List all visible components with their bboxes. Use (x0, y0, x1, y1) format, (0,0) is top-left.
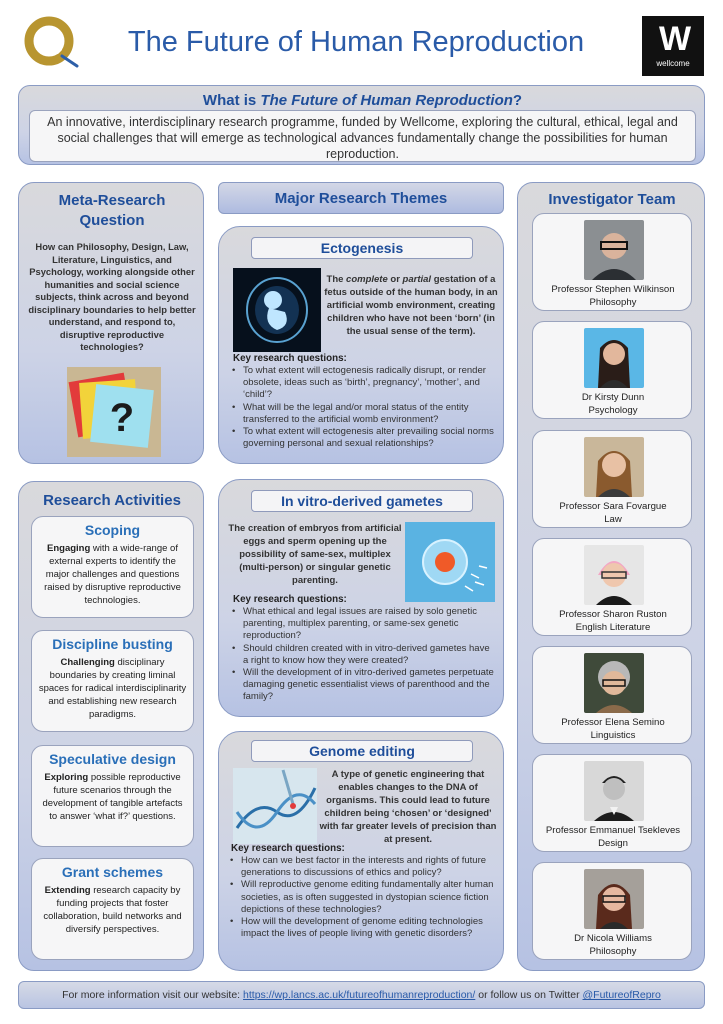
ecto-desc-italic: partial (402, 274, 432, 285)
activity-bold: Exploring (44, 772, 89, 783)
svg-text:?: ? (109, 396, 135, 440)
ectogenesis-questions (231, 365, 497, 450)
member-name: Dr Kirsty Dunn (581, 392, 645, 403)
wellcome-logo (642, 16, 704, 76)
activity-card-speculative-design (31, 745, 194, 847)
team-title: Investigator Team (548, 191, 676, 208)
portrait-photo (584, 328, 644, 388)
activities-title: Research Activities (43, 492, 181, 509)
ivg-title: In vitro-derived gametes (251, 490, 473, 512)
theme-genome-panel (218, 731, 504, 971)
footer-text (19, 989, 704, 1001)
ivg-description: The creation of embryos from artificial eggs and sperm opening up the possibility of same-sex, multiplex (multi-person) or singular genetic parenting. (228, 523, 402, 586)
activity-bold: Engaging (47, 543, 91, 554)
list-item: • Will the development of in vitro-derived gametes perpetuate damaging genetic essentialist views of parenthood and the family? (231, 667, 497, 704)
intro-title-suffix: ? (512, 92, 523, 109)
intro-title-prefix: What is (202, 92, 261, 109)
activity-title: Grant schemes (61, 864, 164, 880)
activity-desc: possible reproductive future scenarios through the development of tangible artefacts to answer ‘what if?’ questions. (42, 772, 183, 822)
activity-desc: disciplinary boundaries by creating liminal spaces for radical interdisciplinarity and establishing new research paradigms. (38, 657, 187, 720)
activity-card-discipline-busting (31, 630, 194, 732)
list-item: • What ethical and legal issues are raised by solo genetic parenting, multiplex parenting, or same-sex genetic reproduction? (231, 606, 497, 643)
member-dept: Philosophy (589, 946, 637, 957)
meta-text: How can Philosophy, Design, Law, Literature, Linguistics, and Psychology, working alongside other humanities and social science subjects, think across and beyond disciplinary boundaries to help better understand, and respond to, disruptive reproductive technologies? (28, 241, 196, 352)
key-questions-label: Key research questions: (233, 594, 347, 605)
wellcome-logo-text: wellcome (656, 59, 690, 68)
activity-desc: with a wide-range of external experts to identify the major challenges and questions raised by disruptive reproductive technologies. (44, 543, 181, 606)
footer-mid: or follow us on Twitter (475, 989, 583, 1001)
activity-card-grant-schemes (31, 858, 194, 960)
member-name: Professor Sara Fovargue (559, 501, 667, 512)
team-member-card (532, 862, 692, 960)
activity-title: Scoping (84, 522, 141, 538)
key-questions-label: Key research questions: (231, 843, 345, 854)
activity-text (32, 538, 193, 607)
genome-description: A type of genetic engineering that enables changes to the DNA of organisms. This could lead to future children being ‘chosen’ or ‘designed’ with far greater levels of precision than at present. (319, 769, 497, 845)
portrait-photo (584, 220, 644, 280)
member-name: Professor Emmanuel Tsekleves (545, 825, 681, 836)
portrait-photo (584, 653, 644, 713)
team-member-card (532, 538, 692, 636)
team-member-card (532, 754, 692, 852)
activity-desc: research capacity by funding projects that foster collaboration, build networks and diversify perspectives. (43, 885, 182, 935)
list-item: • Should children created with in vitro-derived gametes have a right to know how they were created? (231, 643, 497, 667)
footer-prefix: For more information visit our website: (62, 989, 244, 1001)
dna-editing-image (233, 768, 317, 844)
member-name: Professor Elena Semino (561, 717, 665, 728)
intro-text: An innovative, interdisciplinary research programme, funded by Wellcome, exploring the cultural, ethical, legal and social challenges that will emerge as technological advances fundamentally change the possibilities for human reproduction. (47, 115, 678, 161)
question-sticky-notes-image (67, 367, 161, 457)
ectogenesis-description (321, 273, 501, 338)
meta-research-panel (18, 182, 204, 464)
theme-ivg-panel (218, 479, 504, 717)
website-link[interactable]: https://wp.lancs.ac.uk/futureofhumanreproduction/ (243, 989, 476, 1001)
research-activities-panel (18, 481, 204, 971)
ecto-desc-italic: complete (346, 274, 388, 285)
member-name: Professor Stephen Wilkinson (551, 284, 675, 295)
activity-text (32, 767, 193, 823)
intro-title (19, 92, 706, 109)
fetus-artificial-womb-image (233, 268, 321, 352)
themes-header (218, 182, 504, 214)
intro-title-italic: The Future of Human Reproduction (260, 92, 513, 109)
ecto-desc-part: gestation of a fetus outside of the human body, in an artificial womb environment, creating children who have not been ‘born’ (in the usual sense of the term). (324, 274, 498, 337)
list-item: • How can we best factor in the interests and rights of future generations to discussions of ethics and policy? (229, 855, 499, 879)
theme-ectogenesis-panel (218, 226, 504, 464)
activity-bold: Challenging (60, 657, 115, 668)
team-member-card (532, 321, 692, 419)
activity-text (32, 880, 193, 936)
activity-bold: Extending (44, 885, 91, 896)
list-item: • Will reproductive genome editing fundamentally alter human societies, as is often suggested in dystopian science fiction depictions of these technologies? (229, 879, 499, 916)
key-questions-label: Key research questions: (233, 353, 347, 364)
list-item: • To what extent will ectogenesis alter prevailing social norms governing personal and sexual relationships? (231, 426, 497, 450)
member-name: Professor Sharon Ruston (559, 609, 667, 620)
meta-title: Meta-Research Question (58, 192, 166, 229)
egg-and-sperm-image (405, 522, 495, 602)
intro-text-box (29, 110, 696, 162)
ivg-questions (231, 606, 497, 704)
twitter-link[interactable]: @FutureofRepro (582, 989, 661, 1001)
ecto-desc-part: or (387, 274, 403, 285)
member-name: Dr Nicola Williams (574, 933, 652, 944)
footer-bar (18, 981, 705, 1009)
wellcome-w-mark: W (658, 20, 688, 58)
ecto-desc-part: The (326, 274, 347, 285)
member-dept: Design (598, 838, 628, 849)
themes-title: Major Research Themes (274, 190, 448, 207)
member-dept: English Literature (575, 622, 651, 633)
team-member-card (532, 213, 692, 311)
team-member-card (532, 430, 692, 528)
portrait-photo (584, 437, 644, 497)
member-dept: Law (604, 514, 622, 525)
list-item: • What will be the legal and/or moral status of the entity transferred to the artificial womb environment? (231, 402, 497, 426)
lancaster-q-logo (22, 14, 82, 72)
list-item: • To what extent will ectogenesis radically disrupt, or render obsolete, ideas such as ‘birth’, pregnancy’, ‘mother’, and ‘child’? (231, 365, 497, 402)
activity-card-scoping (31, 516, 194, 618)
activity-text (32, 652, 193, 721)
member-dept: Linguistics (590, 730, 636, 741)
portrait-photo (584, 761, 644, 821)
investigator-team-panel (517, 182, 705, 971)
member-dept: Philosophy (589, 297, 637, 308)
intro-panel (18, 85, 705, 165)
team-member-card (532, 646, 692, 744)
activity-title: Speculative design (49, 751, 176, 767)
portrait-photo (584, 869, 644, 929)
portrait-photo (584, 545, 644, 605)
page-title: The Future of Human Reproduction (127, 26, 585, 58)
genome-title: Genome editing (251, 740, 473, 762)
activity-title: Discipline busting (52, 636, 173, 652)
member-dept: Psychology (588, 405, 638, 416)
ectogenesis-title: Ectogenesis (251, 237, 473, 259)
list-item: • How will the development of genome editing technologies impact the lives of people living with genetic disorders? (229, 916, 499, 940)
genome-questions (229, 855, 499, 940)
